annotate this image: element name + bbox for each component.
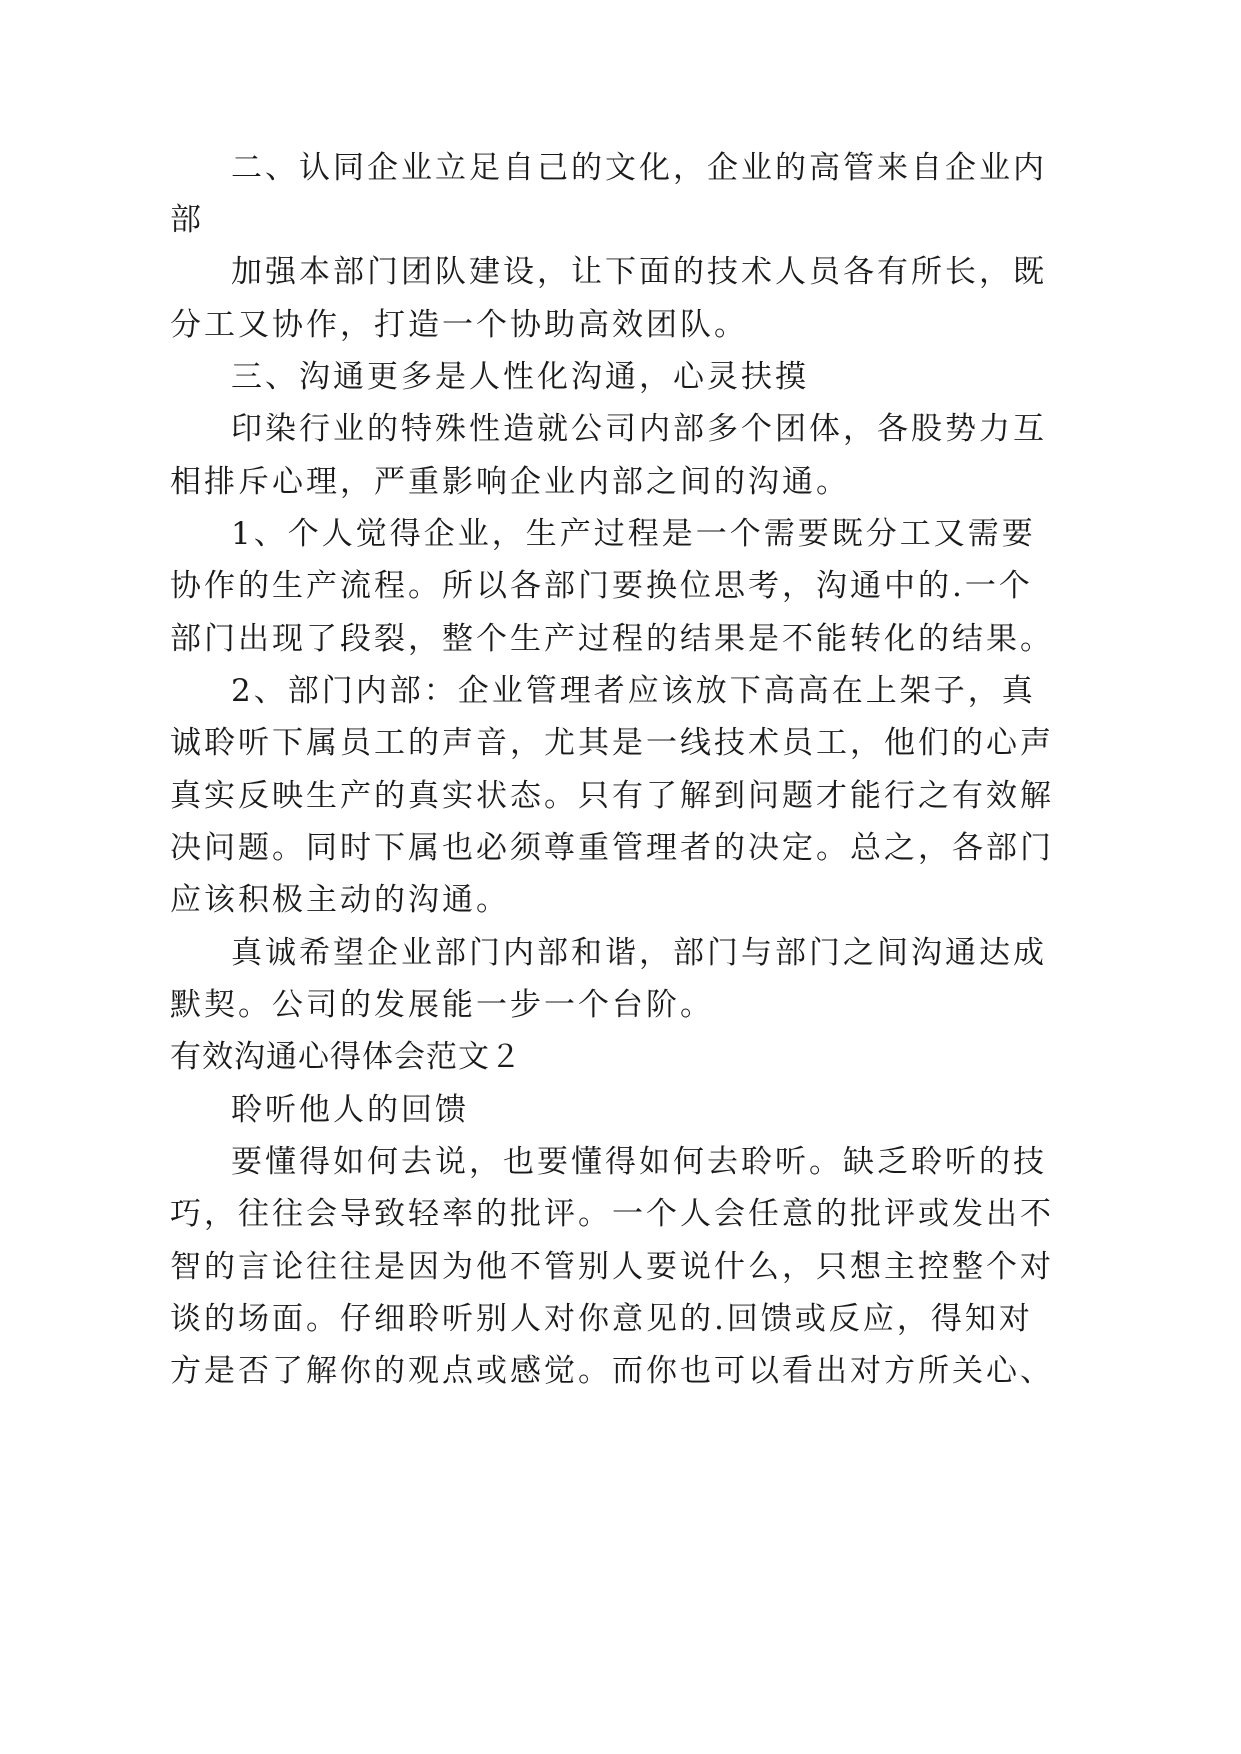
paragraph-line: 应该积极主动的沟通。: [170, 882, 510, 918]
paragraph-line: 巧，往往会导致轻率的批评。一个人会任意的批评或发出不: [170, 1196, 1054, 1232]
paragraph-line: 分工又协作，打造一个协助高效团队。: [170, 307, 748, 343]
paragraph-line: 真诚希望企业部门内部和谐，部门与部门之间沟通达成: [231, 935, 1047, 971]
paragraph-line: 加强本部门团队建设，让下面的技术人员各有所长，既: [231, 254, 1047, 290]
paragraph-line: 1、个人觉得企业，生产过程是一个需要既分工又需要: [231, 516, 1036, 552]
section-title: 有效沟通心得体会范文２: [170, 1039, 522, 1075]
paragraph-line: 相排斥心理，严重影响企业内部之间的沟通。: [170, 464, 850, 500]
paragraph-line: 要懂得如何去说，也要懂得如何去聆听。缺乏聆听的技: [231, 1144, 1047, 1180]
section-heading: 聆听他人的回馈: [231, 1092, 469, 1128]
paragraph-line: 印染行业的特殊性造就公司内部多个团体，各股势力互: [231, 411, 1047, 447]
paragraph-line: 2、部门内部：企业管理者应该放下高高在上架子，真: [231, 673, 1036, 709]
paragraph-line: 决问题。同时下属也必须尊重管理者的决定。总之，各部门: [170, 830, 1054, 866]
paragraph-line: 诚聆听下属员工的声音，尤其是一线技术员工，他们的心声: [170, 725, 1054, 761]
paragraph-line: 方是否了解你的观点或感觉。而你也可以看出对方所关心、: [170, 1353, 1054, 1389]
paragraph-line: 协作的生产流程。所以各部门要换位思考，沟通中的.一个: [170, 568, 1033, 604]
paragraph-line: 谈的场面。仔细聆听别人对你意见的.回馈或反应，得知对: [170, 1301, 1033, 1337]
paragraph-line: 部: [170, 202, 204, 238]
paragraph-line: 智的言论往往是因为他不管别人要说什么，只想主控整个对: [170, 1249, 1054, 1285]
paragraph-line: 默契。公司的发展能一步一个台阶。: [170, 987, 714, 1023]
section-heading: 三、沟通更多是人性化沟通，心灵扶摸: [231, 359, 809, 395]
paragraph-line: 真实反映生产的真实状态。只有了解到问题才能行之有效解: [170, 778, 1054, 814]
paragraph-line: 二、认同企业立足自己的文化，企业的高管来自企业内: [231, 150, 1047, 186]
paragraph-line: 部门出现了段裂，整个生产过程的结果是不能转化的结果。: [170, 621, 1054, 657]
